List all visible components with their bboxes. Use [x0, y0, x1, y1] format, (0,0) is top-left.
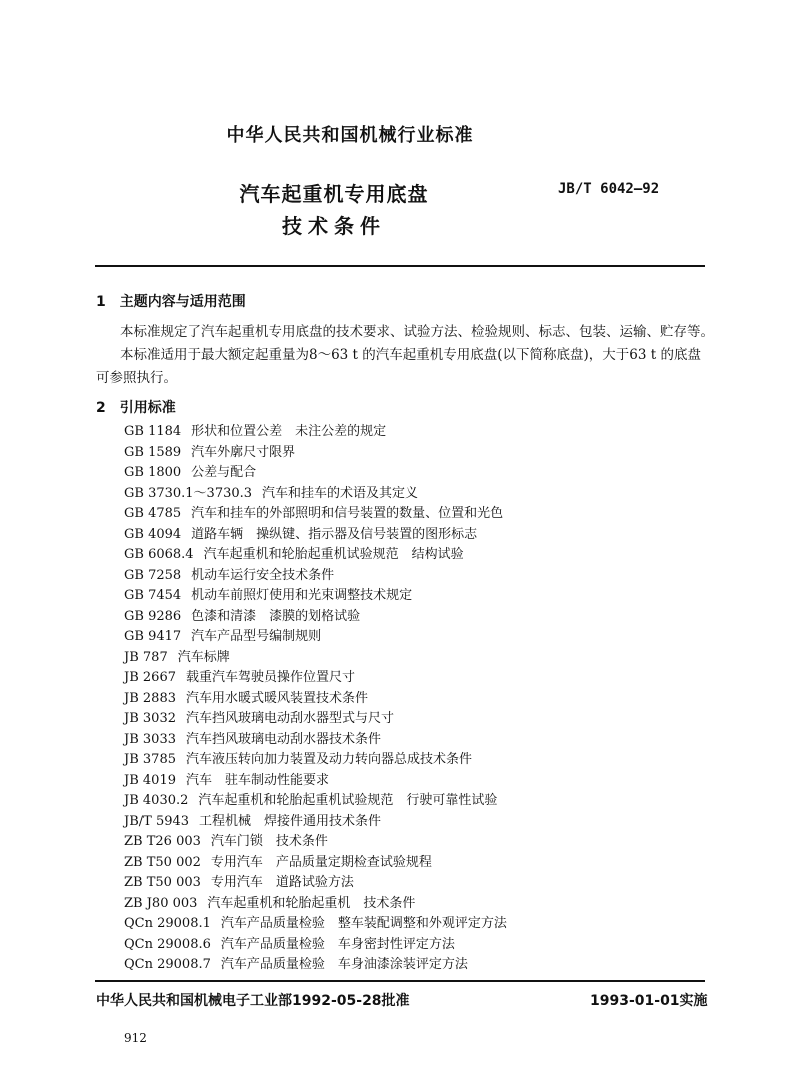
reference-code: QCn 29008.1 [124, 916, 211, 931]
reference-title: 汽车液压转向加力装置及动力转向器总成技术条件 [185, 752, 472, 767]
reference-item [124, 545, 507, 566]
reference-item [124, 791, 507, 812]
reference-item [124, 812, 507, 833]
document-title-line2: 技术条件 [282, 214, 386, 238]
reference-title: 汽车 驻车制动性能要求 [185, 772, 329, 788]
reference-title: 汽车产品质量检验 车身密封性评定方法 [220, 936, 455, 952]
reference-item [124, 832, 507, 853]
reference-item [124, 607, 507, 628]
reference-code: ZB J80 003 [124, 895, 198, 911]
page-number: 912 [124, 1031, 147, 1045]
issuing-body-header: 中华人民共和国机械行业标准 [226, 125, 474, 146]
reference-code: GB 6068.4 [124, 547, 194, 562]
reference-item [124, 873, 507, 894]
reference-title: 汽车起重机和轮胎起重机试验规范 结构试验 [203, 547, 464, 562]
footer-divider [95, 980, 705, 982]
reference-title: 汽车和挂车的术语及其定义 [262, 485, 419, 501]
reference-code: JB 4030.2 [124, 793, 189, 808]
reference-title: 形状和位置公差 未注公差的规定 [191, 424, 387, 439]
reference-title: 汽车产品型号编制规则 [191, 629, 322, 644]
reference-code: GB 4785 [124, 506, 182, 521]
reference-title: 汽车外廓尺寸限界 [191, 444, 296, 460]
section-1-paragraph-2-line-2: 可参照执行。 [96, 370, 177, 386]
reference-title: 载重汽车驾驶员操作位置尺寸 [185, 670, 355, 685]
reference-item [124, 525, 507, 546]
section-1-paragraph-2-line-1: 本标准适用于最大额定起重量为8～63 t 的汽车起重机专用底盘(以下简称底盘)，大于63 t 的底盘 [120, 347, 701, 363]
reference-code: ZB T26 003 [124, 834, 201, 849]
reference-item [124, 914, 507, 935]
reference-title: 专用汽车 道路试验方法 [210, 875, 354, 890]
reference-item [124, 935, 507, 956]
document-title-line1: 汽车起重机专用底盘 [239, 182, 429, 206]
reference-item [124, 586, 507, 607]
reference-title: 汽车和挂车的外部照明和信号装置的数量、位置和光色 [191, 506, 504, 521]
reference-code: GB 1184 [124, 424, 182, 439]
reference-item [124, 709, 507, 730]
approval-statement: 中华人民共和国机械电子工业部1992-05-28批准 [96, 993, 410, 1009]
reference-title: 色漆和清漆 漆膜的划格试验 [191, 608, 361, 624]
reference-item [124, 750, 507, 771]
reference-code: GB 9417 [124, 629, 182, 644]
section-1-paragraph-1: 本标准规定了汽车起重机专用底盘的技术要求、试验方法、检验规则、标志、包装、运输、贮存等。 [120, 324, 714, 340]
reference-code: JB 2667 [124, 670, 176, 685]
reference-code: GB 7454 [124, 588, 182, 603]
reference-code: GB 7258 [124, 567, 182, 583]
reference-title: 机动车运行安全技术条件 [191, 567, 335, 583]
reference-title: 汽车产品质量检验 车身油漆涂装评定方法 [220, 957, 468, 972]
header-divider [95, 265, 705, 267]
reference-item [124, 648, 507, 669]
reference-title: 道路车辆 操纵键、指示器及信号装置的图形标志 [191, 526, 478, 542]
reference-item [124, 853, 507, 874]
reference-item [124, 689, 507, 710]
reference-item [124, 955, 507, 976]
reference-item [124, 484, 507, 505]
reference-title: 汽车门锁 技术条件 [210, 834, 328, 849]
reference-code: GB 3730.1～3730.3 [124, 485, 253, 501]
reference-title: 汽车起重机和轮胎起重机 技术条件 [207, 895, 416, 911]
reference-code: JB 3032 [124, 711, 176, 726]
reference-code: JB 3785 [124, 752, 176, 767]
reference-code: QCn 29008.6 [124, 936, 211, 952]
reference-title: 汽车挡风玻璃电动刮水器型式与尺寸 [185, 711, 394, 726]
reference-item [124, 668, 507, 689]
reference-code: JB 787 [124, 649, 168, 665]
reference-item [124, 504, 507, 525]
reference-item [124, 730, 507, 751]
reference-title: 公差与配合 [191, 465, 257, 480]
reference-item [124, 443, 507, 464]
reference-title: 汽车挡风玻璃电动刮水器技术条件 [185, 731, 381, 747]
reference-code: GB 1800 [124, 465, 182, 480]
reference-title: 工程机械 焊接件通用技术条件 [199, 813, 382, 829]
reference-code: JB 4019 [124, 772, 176, 788]
reference-item [124, 627, 507, 648]
section-2-heading: 2 引用标准 [96, 400, 176, 416]
reference-code: JB 2883 [124, 690, 176, 706]
reference-code: GB 1589 [124, 444, 182, 460]
reference-code: GB 4094 [124, 526, 182, 542]
reference-title: 汽车标牌 [177, 649, 230, 665]
referenced-standards-list [124, 422, 507, 976]
reference-title: 汽车起重机和轮胎起重机试验规范 行驶可靠性试验 [198, 793, 498, 808]
reference-title: 汽车用水暖式暖风装置技术条件 [185, 690, 368, 706]
reference-item [124, 422, 507, 443]
section-1-heading: 1 主题内容与适用范围 [96, 294, 246, 310]
reference-code: ZB T50 003 [124, 875, 201, 890]
reference-item [124, 771, 507, 792]
reference-item [124, 566, 507, 587]
reference-item [124, 463, 507, 484]
reference-code: JB/T 5943 [124, 813, 190, 829]
reference-code: ZB T50 002 [124, 854, 201, 870]
reference-title: 汽车产品质量检验 整车装配调整和外观评定方法 [220, 916, 507, 931]
reference-code: QCn 29008.7 [124, 957, 211, 972]
standard-number: JB/T 6042—92 [558, 181, 660, 197]
reference-item [124, 894, 507, 915]
reference-code: GB 9286 [124, 608, 182, 624]
effective-date: 1993-01-01实施 [590, 993, 708, 1009]
reference-code: JB 3033 [124, 731, 176, 747]
reference-title: 机动车前照灯使用和光束调整技术规定 [191, 588, 413, 603]
reference-title: 专用汽车 产品质量定期检查试验规程 [210, 854, 432, 870]
